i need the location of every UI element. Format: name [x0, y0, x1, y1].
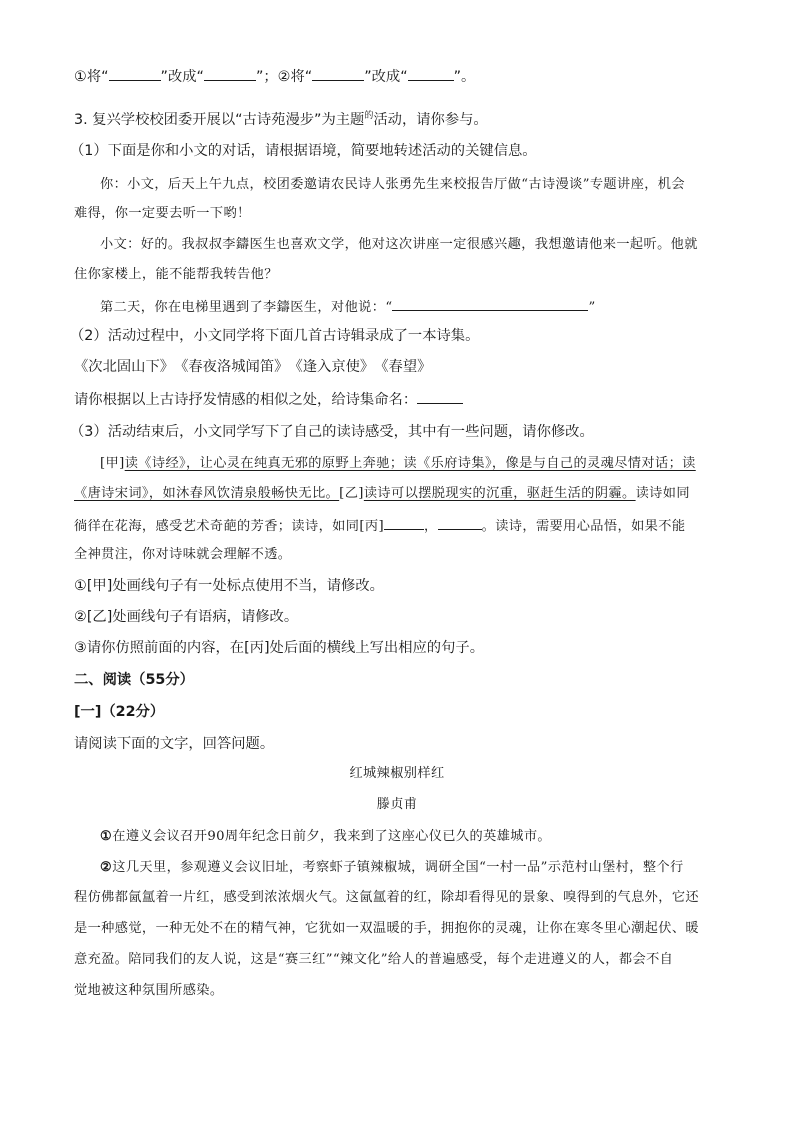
reading-instruction: 请阅读下面的文字，回答问题。 [74, 736, 275, 752]
essay-line-3: 徜徉在花海，感受艺术奇葩的芳香；读诗，如同[丙] ， 。读诗，需要用心品悟，如果不能 [74, 515, 734, 537]
answer-blank[interactable] [408, 66, 454, 81]
article-author: 滕贞甫 [376, 797, 418, 812]
dialog-you-1: 你：小文，后天上午九点，校团委邀请农民诗人张勇先生来校报告厅做“古诗漫谈”专题讲座，机会 [100, 177, 685, 192]
sub-question-1: （1）下面是你和小文的对话，请根据语境，简要地转述活动的关键信息。 [70, 143, 537, 159]
answer-blank[interactable] [392, 296, 588, 311]
sub-question-3: （3）活动结束后，小文同学写下了自己的读诗感受，其中有一些问题，请你修改。 [70, 424, 594, 440]
question-3-title: 3. 复兴学校校团委开展以“古诗苑漫步”为主题$^的$活动，请你参与。 [74, 111, 488, 128]
article-title: 红城辣椒别样红 [349, 766, 445, 781]
answer-blank[interactable] [384, 515, 424, 530]
dialog-you-2: 难得，你一定要去听一下哟！ [74, 206, 251, 221]
article-paragraph-1: ①在遵义会议召开90周年纪念日前夕，我来到了这座心仪已久的英雄城市。 [100, 829, 552, 844]
answer-blank[interactable] [417, 389, 463, 404]
dialog-xiaowen-2: 住你家楼上，能不能帮我转告他？ [74, 267, 278, 282]
article-paragraph-2-line-2: 程仿佛都氤氲着一片红，感受到浓浓烟火气。这氤氲着的红，除却看得见的景象、嗅得到的气息外，它还 [74, 890, 700, 905]
answer-blank[interactable] [204, 66, 256, 81]
section-heading-reading: 二、阅读（55分） [74, 672, 194, 688]
task-3: ③请你仿照前面的内容，在[丙]处后面的横线上写出相应的句子。 [74, 640, 484, 656]
answer-blank[interactable] [438, 515, 482, 530]
article-paragraph-2-line-4: 意充盈。陪同我们的友人说，这是“赛三红”“辣文化”给人的普遍感受，每个走进遵义的人，都会不自 [74, 952, 674, 967]
essay-line-2: 《唐诗宋词》，如沐春风饮清泉般畅快无比。[乙]读诗可以摆脱现实的沉重，驱赶生活的阴霾。读诗如同 [74, 486, 690, 501]
answer-blank[interactable] [109, 66, 161, 81]
essay-line-4: 全神贯注，你对诗味就会理解不透。 [74, 547, 292, 562]
essay-line-1: [甲]读《诗经》，让心灵在纯真无邪的原野上奔驰；读《乐府诗集》，像是与自己的灵魂尽情对话；读 [100, 456, 696, 471]
dialog-elevator: 第二天，你在电梯里遇到了李鑄医生，对他说：“ ” [100, 296, 734, 318]
article-paragraph-2-line-3: 是一种感觉，一种无处不在的精气神，它犹如一双温暖的手，拥抱你的灵魂，让你在寒冬里心潮起伏、暖 [74, 921, 700, 936]
sub-question-2: （2）活动过程中，小文同学将下面几首古诗辑录成了一本诗集。 [70, 328, 480, 344]
task-1: ①[甲]处画线句子有一处标点使用不当，请修改。 [74, 578, 384, 594]
answer-line-replacements: ①将“ ”改成“ ”；②将“ ”改成“ ”。 [74, 66, 734, 87]
answer-blank[interactable] [312, 66, 364, 81]
article-paragraph-2-line-5: 觉地被这种氛围所感染。 [74, 983, 224, 998]
reading-part-1: [一]（22分） [74, 704, 165, 720]
article-paragraph-2-line-1: ②这几天里，参观遵义会议旧址，考察虾子镇辣椒城，调研全国“一村一品”示范村山堡村，整个行 [100, 860, 684, 875]
dialog-xiaowen-1: 小文：好的。我叔叔李鑄医生也喜欢文学，他对这次讲座一定很感兴趣，我想邀请他来一起听。他就 [100, 237, 698, 252]
task-2: ②[乙]处画线句子有语病，请修改。 [74, 609, 299, 625]
poem-list: 《次北固山下》 《春夜洛城闻笛》 《逢入京使》 《春望》 [74, 359, 432, 375]
sub-question-2-prompt: 请你根据以上古诗抒发情感的相似之处，给诗集命名： [74, 389, 734, 410]
